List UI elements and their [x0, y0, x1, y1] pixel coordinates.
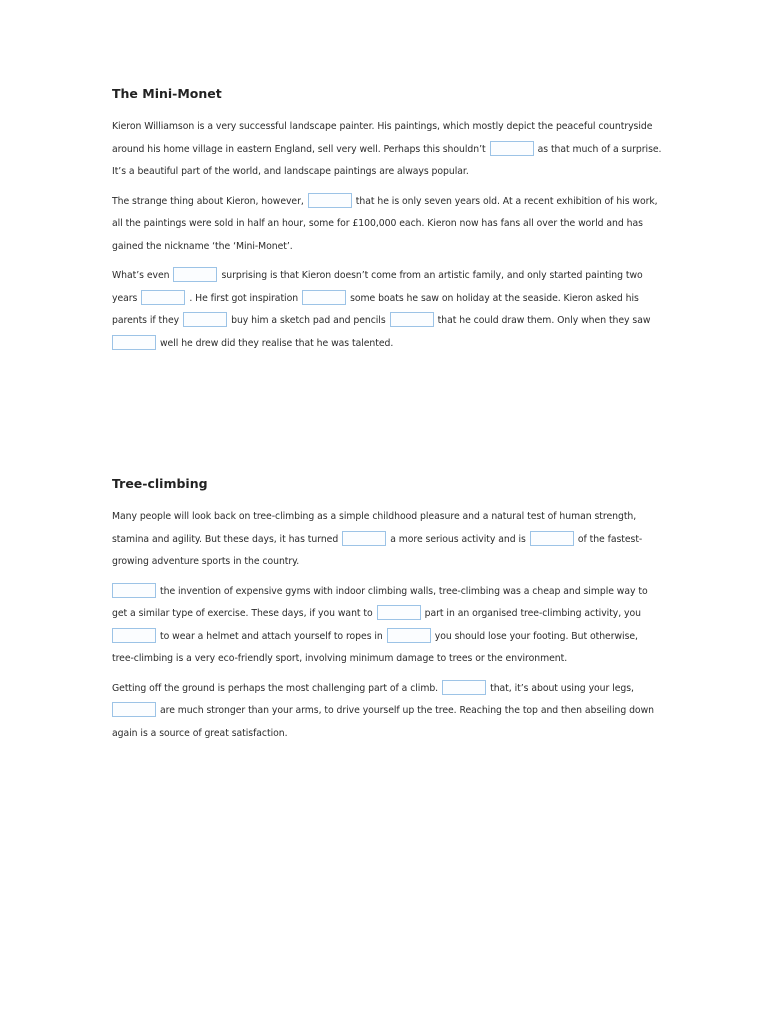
paragraph-1 — [112, 116, 662, 184]
section-tree-climbing — [110, 474, 654, 752]
paragraph-1 — [112, 506, 650, 574]
gap-input-3[interactable] — [173, 267, 217, 282]
section-mini-monet — [110, 84, 662, 362]
gap-input-7[interactable] — [390, 312, 434, 327]
gap-input-14[interactable] — [387, 628, 431, 643]
text: stamina and agility. But these days, it has turned — [112, 533, 339, 545]
text: well he drew did they realise that he was talented. — [160, 337, 394, 349]
text: are much stronger than your arms, to drive yourself up the tree. Reaching the top and then abseiling down — [160, 705, 654, 716]
gap-input-4[interactable] — [141, 290, 185, 305]
gap-input-1[interactable] — [490, 141, 534, 156]
text: that he is only seven years old. At a recent exhibition of his work, — [355, 195, 658, 207]
gap-input-11[interactable] — [112, 583, 156, 598]
text-line — [112, 626, 650, 649]
text: What’s even — [112, 270, 170, 281]
text-line — [112, 700, 654, 723]
text: that he could draw them. Only when they saw — [437, 315, 651, 326]
text: of the fastest- — [577, 533, 643, 545]
text: parents if they — [112, 315, 180, 326]
text: that, it’s about using your legs, — [490, 682, 634, 694]
text: some boats he saw on holiday at the seaside. Kieron asked his — [350, 292, 639, 304]
text-line — [112, 678, 650, 701]
section-title: Tree-climbing — [112, 476, 208, 491]
text-line: Kieron Williamson is a very successful landscape painter. His paintings, which mostly depict the peaceful countryside — [112, 121, 653, 132]
paragraph-3 — [112, 678, 654, 746]
text: Getting off the ground is perhaps the most challenging part of a climb. — [112, 682, 439, 694]
text-line — [112, 191, 658, 214]
gap-input-12[interactable] — [377, 605, 421, 620]
text-line — [112, 139, 662, 162]
text: part in an organised tree-climbing activity, you — [424, 608, 641, 619]
text: a more serious activity and is — [390, 533, 526, 545]
text-line: growing adventure sports in the country. — [112, 556, 300, 567]
gap-input-2[interactable] — [308, 193, 352, 208]
text: as that much of a surprise. — [537, 143, 662, 155]
gap-input-15[interactable] — [442, 680, 486, 695]
gap-input-5[interactable] — [302, 290, 346, 305]
section-title: The Mini-Monet — [112, 86, 222, 101]
text-line — [112, 333, 650, 356]
text: . He first got inspiration — [189, 292, 299, 304]
text-line: It’s a beautiful part of the world, and landscape paintings are always popular. — [112, 166, 469, 177]
text-line: tree-climbing is a very eco-friendly sport, involving minimum damage to trees or the environment. — [112, 653, 568, 664]
text-line — [112, 529, 650, 552]
text: get a similar type of exercise. These days, if you want to — [112, 608, 373, 619]
text: buy him a sketch pad and pencils — [231, 315, 386, 326]
paragraph-2 — [112, 191, 658, 259]
text-line: gained the nickname ‘the ‘Mini-Monet’. — [112, 240, 293, 252]
text-line: again is a source of great satisfaction. — [112, 727, 288, 739]
text: to wear a helmet and attach yourself to ropes in — [160, 630, 383, 642]
gap-input-8[interactable] — [112, 335, 156, 350]
gap-input-9[interactable] — [342, 531, 386, 546]
paragraph-3 — [112, 265, 650, 355]
gap-input-13[interactable] — [112, 628, 156, 643]
text-line — [112, 310, 650, 333]
text-line — [112, 581, 650, 604]
text: you should lose your footing. But otherwise, — [434, 630, 638, 642]
text: The strange thing about Kieron, however, — [112, 195, 304, 207]
gap-input-6[interactable] — [183, 312, 227, 327]
text-line — [112, 603, 650, 626]
text-line: all the paintings were sold in half an hour, some for £100,000 each. Kieron now has fans all over the world and has — [112, 218, 643, 229]
text: surprising is that Kieron doesn’t come from an artistic family, and only started painting two — [221, 270, 643, 281]
text: the invention of expensive gyms with indoor climbing walls, tree-climbing was a cheap and simple way to — [160, 585, 648, 597]
gap-input-16[interactable] — [112, 702, 156, 717]
gap-input-10[interactable] — [530, 531, 574, 546]
text: years — [112, 292, 138, 304]
paragraph-2 — [112, 581, 650, 671]
text: around his home village in eastern England, sell very well. Perhaps this shouldn’t — [112, 143, 486, 155]
text-line — [112, 265, 650, 288]
text-line: Many people will look back on tree-climbing as a simple childhood pleasure and a natural test of human strength, — [112, 511, 637, 522]
text-line — [112, 288, 650, 311]
